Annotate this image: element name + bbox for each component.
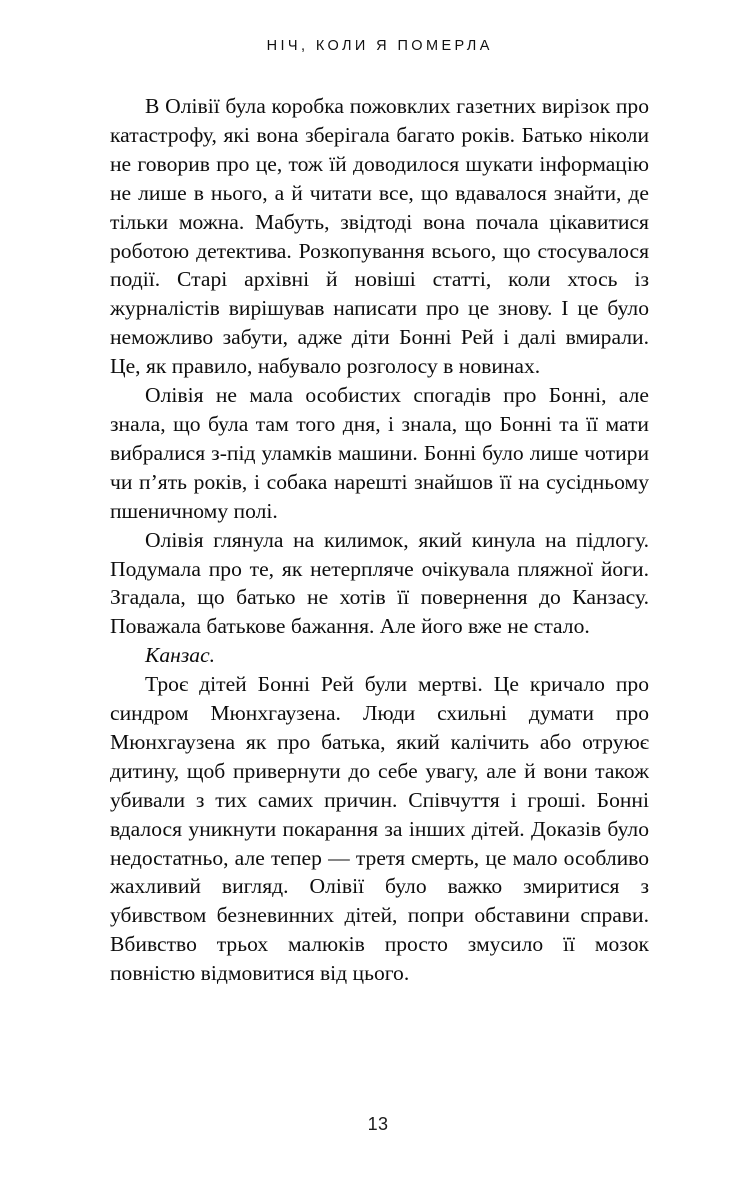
body-text-block	[110, 92, 649, 988]
paragraph: Троє дітей Бонні Рей були мертві. Це кричало про синдром Мюнхгаузена. Люди схильні думати про Мюнхгаузена як про батька, який калічить або отруює дитину, щоб привернути до себе увагу, але й вони також убивали з тих самих причин. Співчуття і гроші. Бонні вдалося уникнути покарання за інших дітей. Доказів було недостатньо, але тепер — третя смерть, це мало особливо жахливий вигляд. Олівії було важко змиритися з убивством безневинних дітей, попри обставини справи. Вбивство трьох малюків просто змусило її мозок повністю відмовитися від цього.	[110, 672, 649, 986]
paragraph: В Олівії була коробка пожовклих газетних вирізок про катастрофу, які вона зберігала багато років. Батько ніколи не говорив про це, тож їй доводилося шукати інформацію не лише в нього, а й читати все, що вдавалося знайти, де тільки можна. Мабуть, звідтоді вона почала цікавитися роботою детектива. Розкопування всього, що стосувалося події. Старі архівні й новіші статті, коли хтось із журналістів вирішував написати про це знову. І це було неможливо забути, адже діти Бонні Рей і далі вмирали. Це, як правило, набувало розголосу в новинах.	[110, 94, 649, 379]
page-number: 13	[367, 1114, 389, 1134]
paragraph-emphasis: Канзас.	[145, 643, 216, 668]
paragraph: Олівія глянула на килимок, який кинула на підлогу. Подумала про те, як нетерпляче очікувала пляжної йоги. Згадала, що батько не хотів її повернення до Канзасу. Поважала батькове бажання. Але його вже не стало.	[110, 527, 649, 639]
running-head-title: НІЧ, КОЛИ Я ПОМЕРЛА	[266, 38, 493, 54]
paragraph: Олівія не мала особистих спогадів про Бонні, але знала, що була там того дня, і знала, що Бонні та її мати вибралися з-під уламків машини. Бонні було лише чотири чи п’ять років, і собака нарешті знайшов її на сусідньому пшеничному полі.	[110, 383, 649, 523]
